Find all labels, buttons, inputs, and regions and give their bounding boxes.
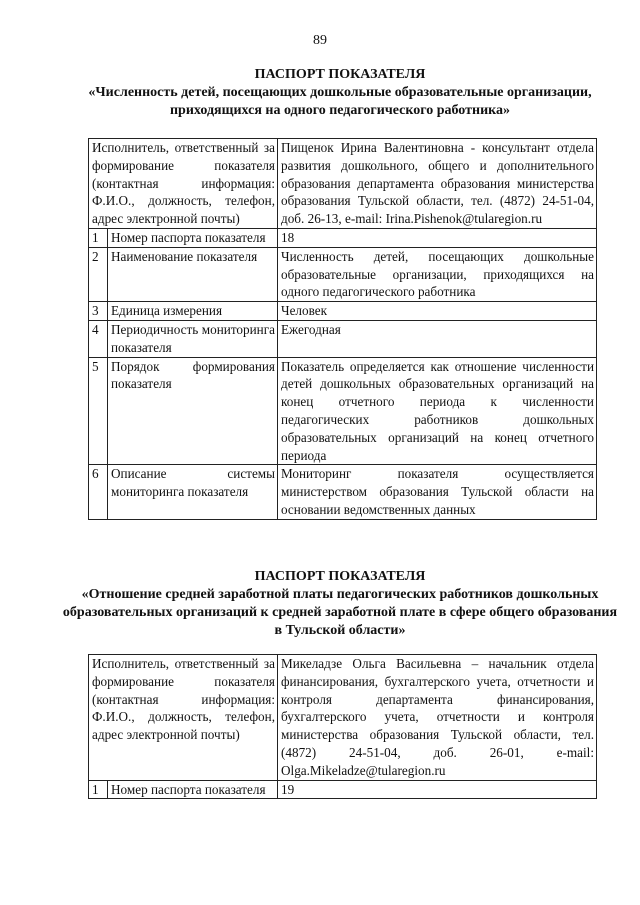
passport-title: ПАСПОРТ ПОКАЗАТЕЛЯ (254, 569, 426, 584)
row-value: Показатель определяется как отношение численности детей дошкольных образовательных организаций на конец отчетного периода к численности педагогических работников дошкольных образовательных организаций на конец отчетного периода (278, 357, 597, 465)
row-number: 1 (89, 228, 108, 247)
row-value: Мониторинг показателя осуществляется министерством образования Тульской области на основании ведомственных данных (278, 465, 597, 519)
executor-value: Пищенок Ирина Валентиновна - консультант отдела развития дошкольного, общего и дополнительного образования департамента образования министерства образования Тульской области, тел. (4872) 24-51-04, доб. 26-13, e-mail: Irina.Pishenok@tularegion.ru (278, 139, 597, 229)
passport-subtitle: «Численность детей, посещающих дошкольные образовательные организации, приходящихся на одного педагогического работника» (88, 85, 592, 118)
row-name: Наименование показателя (108, 247, 278, 301)
passport-title: ПАСПОРТ ПОКАЗАТЕЛЯ (254, 67, 426, 82)
row-number: 5 (89, 357, 108, 465)
executor-label: Исполнитель, ответственный за формирование показателя (контактная информация: Ф.И.О., должность, телефон, адрес электронной почты) (89, 139, 278, 229)
row-name: Номер паспорта показателя (108, 780, 278, 799)
row-number: 1 (89, 780, 108, 799)
table-row (89, 247, 597, 301)
row-name: Единица измерения (108, 302, 278, 321)
executor-value: Микеладзе Ольга Васильевна – начальник отдела финансирования, бухгалтерского учета, отчетности и контроля департамента финансирования, бухгалтерского учета, отчетности и контроля министерства образования Тульской области, тел. (4872) 24-51-04, доб. 26-01, e-mail: Olga.Mikeladze@tularegion.ru (278, 655, 597, 781)
row-name: Описание системы мониторинга показателя (108, 465, 278, 519)
passport-table (88, 654, 597, 799)
row-value: Человек (278, 302, 597, 321)
row-value: Численность детей, посещающих дошкольные образовательные организации, приходящихся на одного педагогического работника (278, 247, 597, 301)
page-number: 89 (313, 33, 327, 48)
row-value: 18 (278, 228, 597, 247)
table-row (89, 357, 597, 465)
row-number: 2 (89, 247, 108, 301)
row-number: 6 (89, 465, 108, 519)
table-row (89, 302, 597, 321)
row-number: 3 (89, 302, 108, 321)
table-row-executor (89, 655, 597, 781)
table-row (89, 780, 597, 799)
table-row-executor (89, 139, 597, 229)
row-number: 4 (89, 320, 108, 357)
table-row (89, 465, 597, 519)
passport-subtitle: «Отношение средней заработной платы педагогических работников дошкольных образовательных организаций к средней заработной плате в сфере общего образования в Тульской области» (62, 587, 618, 638)
row-name: Номер паспорта показателя (108, 228, 278, 247)
row-value: 19 (278, 780, 597, 799)
table-row (89, 320, 597, 357)
row-name: Порядок формирования показателя (108, 357, 278, 465)
passport-table (88, 138, 597, 520)
row-name: Периодичность мониторинга показателя (108, 320, 278, 357)
table-row (89, 228, 597, 247)
executor-label: Исполнитель, ответственный за формирование показателя (контактная информация: Ф.И.О., должность, телефон, адрес электронной почты) (89, 655, 278, 781)
row-value: Ежегодная (278, 320, 597, 357)
